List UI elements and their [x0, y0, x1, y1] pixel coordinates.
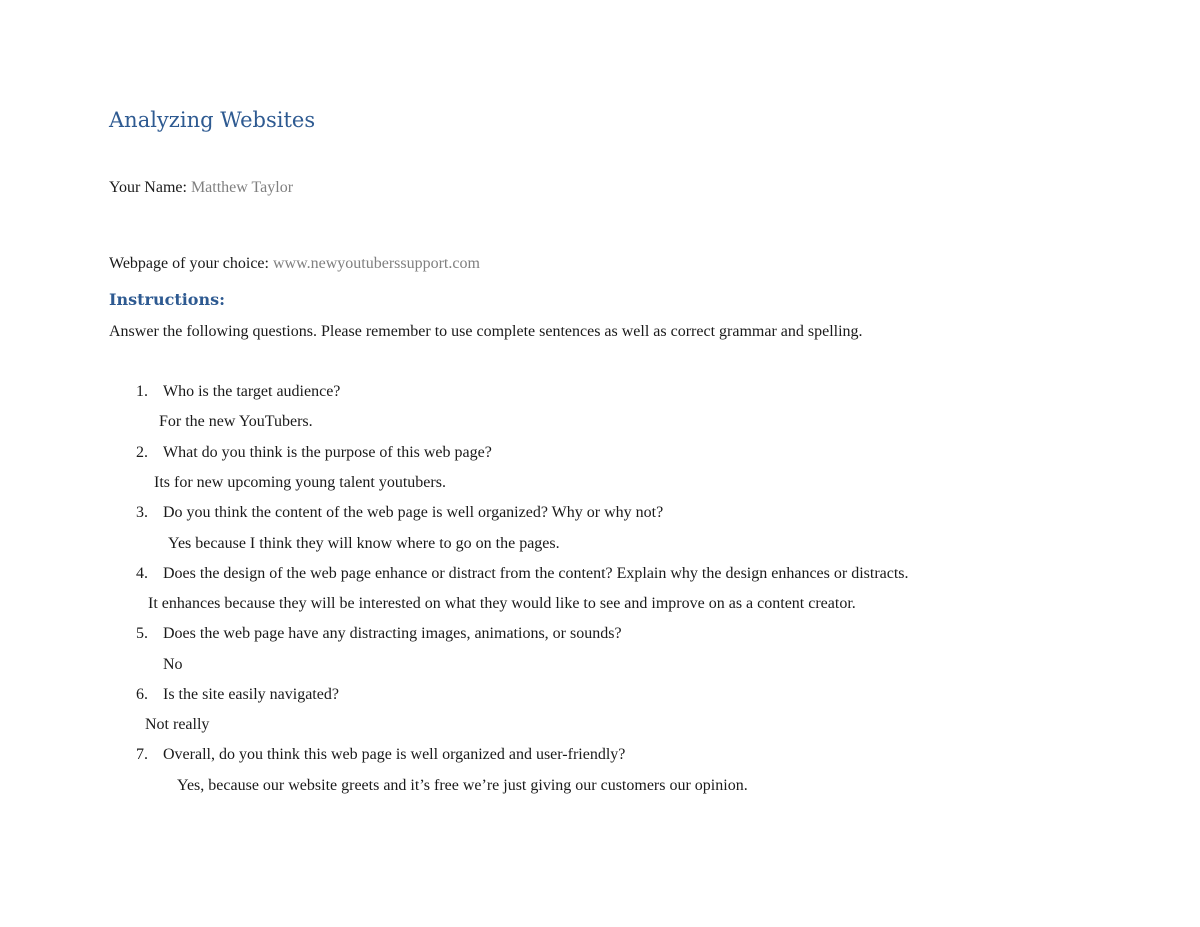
instructions-heading: Instructions:	[109, 290, 226, 309]
name-value: Matthew Taylor	[190, 179, 294, 196]
question-number: 1.	[136, 383, 148, 400]
question-text: Does the design of the web page enhance or distract from the content? Explain why the design enhances or distracts.	[163, 565, 909, 582]
question-number: 6.	[136, 686, 148, 703]
document-title: Analyzing Websites	[109, 108, 316, 132]
question-text: Do you think the content of the web page is well organized? Why or why not?	[163, 504, 664, 521]
question-text: Does the web page have any distracting images, animations, or sounds?	[163, 625, 622, 642]
question-number: 4.	[136, 565, 148, 582]
question-number: 5.	[136, 625, 148, 642]
answer-text: Yes because I think they will know where to go on the pages.	[168, 535, 560, 552]
webpage-line	[109, 254, 480, 274]
name-label: Your Name:	[109, 179, 191, 196]
question-text: Is the site easily navigated?	[163, 686, 339, 703]
name-line	[109, 178, 293, 198]
answer-text: No	[163, 656, 183, 673]
answer-text: For the new YouTubers.	[159, 413, 313, 430]
answer-text: It enhances because they will be interested on what they would like to see and improve on as a content creator.	[148, 595, 856, 612]
question-text: Who is the target audience?	[163, 383, 341, 400]
question-text: What do you think is the purpose of this web page?	[163, 444, 492, 461]
question-text: Overall, do you think this web page is well organized and user-friendly?	[163, 746, 626, 763]
answer-text: Its for new upcoming young talent youtubers.	[154, 474, 446, 491]
answer-text: Not really	[145, 716, 210, 733]
answer-text: Yes, because our website greets and it’s free we’re just giving our customers our opinion.	[177, 777, 748, 794]
webpage-value: www.newyoutuberssupport.com	[272, 255, 480, 272]
question-number: 7.	[136, 746, 148, 763]
question-number: 3.	[136, 504, 148, 521]
instructions-text: Answer the following questions. Please remember to use complete sentences as well as correct grammar and spelling.	[109, 323, 863, 340]
question-number: 2.	[136, 444, 148, 461]
webpage-label: Webpage of your choice:	[109, 255, 273, 272]
